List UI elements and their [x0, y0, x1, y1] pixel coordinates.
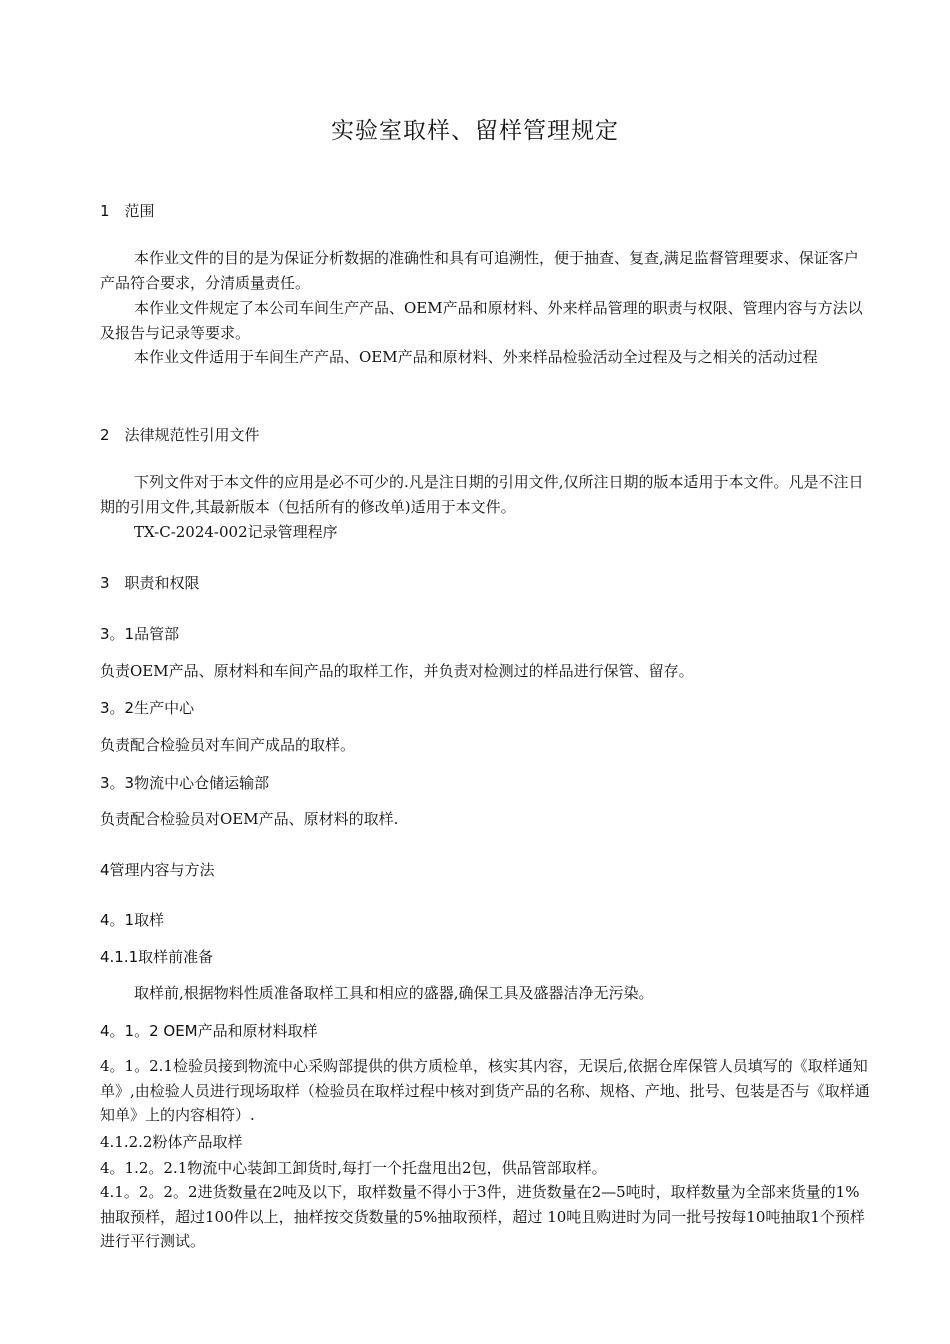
section-2-paragraph-1: 下列文件对于本文件的应用是必不可少的.凡是注日期的引用文件,仅所注日期的版本适用于本文件。凡是不注日期的引用文件,其最新版本（包括所有的修改单)适用于本文件。 — [100, 473, 864, 516]
section-1-paragraph-1: 本作业文件的目的是为保证分析数据的准确性和具有可追溯性，便于抽查、复查,满足监督管理要求、保证客户产品符合要求，分清质量责任。 — [100, 249, 859, 292]
section-3-2-heading: 3。2生产中心 — [100, 699, 195, 717]
section-2-reference: TX-C-2024-002记录管理程序 — [134, 523, 338, 541]
section-3-1-heading: 3。1品管部 — [100, 625, 180, 643]
section-2-heading: 2 法律规范性引用文件 — [100, 426, 260, 444]
section-1-heading: 1 范围 — [100, 202, 155, 220]
section-4-1-2-heading: 4。1。2 OEM产品和原材料取样 — [100, 1022, 318, 1040]
section-4-1-heading: 4。1取样 — [100, 911, 165, 929]
section-3-3-heading: 3。3物流中心仓储运输部 — [100, 774, 270, 792]
section-4-1-2-2-heading: 4.1.2.2粉体产品取样 — [100, 1133, 243, 1151]
section-1-paragraph-2: 本作业文件规定了本公司车间生产产品、OEM产品和原材料、外来样品管理的职责与权限、管理内容与方法以及报告与记录等要求。 — [100, 299, 863, 342]
page-title: 实验室取样、留样管理规定 — [331, 118, 619, 144]
section-4-heading: 4管理内容与方法 — [100, 861, 215, 879]
section-4-1-2-2-2-text: 4.1。2。2。2进货数量在2吨及以下，取样数量不得小于3件，进货数量在2—5吨时，取样数量为全部来货量的1%抽取预样，超过100件以上，抽样按交货数量的5%抽取预样，超过 10吨且购进时为同一批号按每10吨抽取1个预样进行平行测试。 — [100, 1183, 865, 1250]
section-3-1-text: 负责OEM产品、原材料和车间产品的取样工作，并负责对检测过的样品进行保管、留存。 — [100, 662, 694, 680]
section-4-1-2-2-1-text: 4。1.2。2.1物流中心装卸工卸货时,每打一个托盘甩出2包，供品管部取样。 — [100, 1159, 607, 1177]
section-3-heading: 3 职责和权限 — [100, 574, 200, 592]
section-3-2-text: 负责配合检验员对车间产成品的取样。 — [100, 736, 356, 754]
section-4-1-1-text: 取样前,根据物料性质准备取样工具和相应的盛器,确保工具及盛器洁净无污染。 — [134, 984, 654, 1002]
section-3-3-text: 负责配合检验员对OEM产品、原材料的取样. — [100, 810, 399, 828]
section-4-1-2-1-text: 4。1。2.1检验员接到物流中心采购部提供的供方质检单，核实其内容，无误后,依据仓库保管人员填写的《取样通知单》,由检验人员进行现场取样（检验员在取样过程中核对到货产品的名称、规格、产地、批号、包装是否与《取样通知单》上的内容相符）. — [100, 1057, 870, 1124]
section-4-1-1-heading: 4.1.1取样前准备 — [100, 948, 214, 966]
section-1-paragraph-3: 本作业文件适用于车间生产产品、OEM产品和原材料、外来样品检验活动全过程及与之相关的活动过程 — [134, 348, 818, 366]
